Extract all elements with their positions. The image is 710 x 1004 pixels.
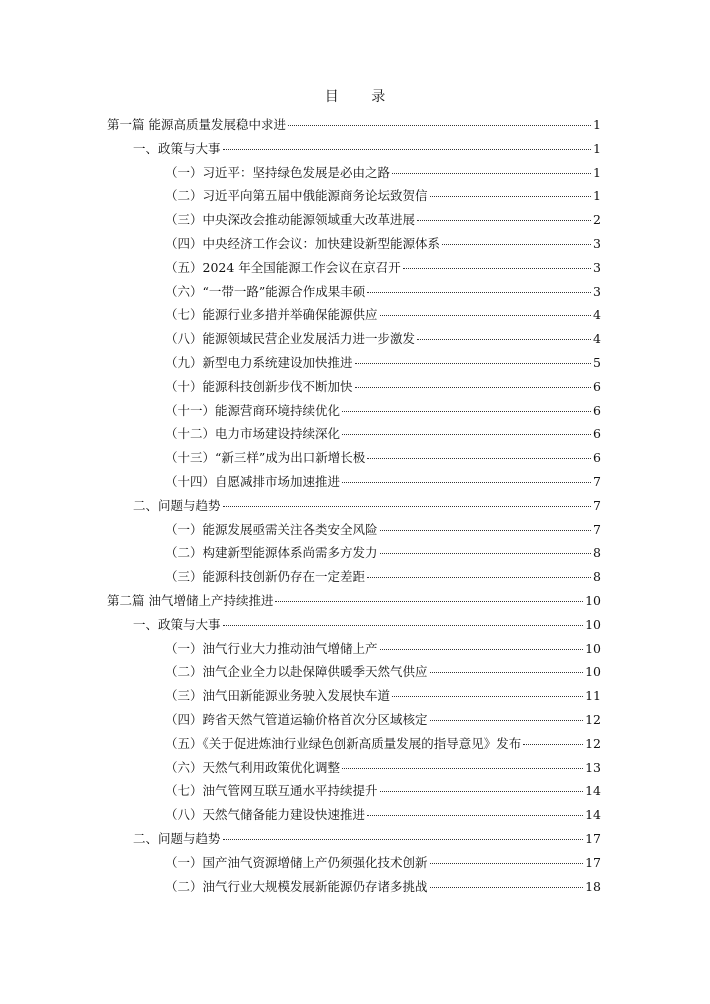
toc-entry[interactable] — [165, 569, 601, 585]
dot-leader — [430, 886, 584, 888]
dot-leader — [342, 767, 583, 769]
dot-leader — [430, 671, 584, 673]
dot-leader — [380, 552, 592, 554]
toc-entry-page-number: 3 — [593, 259, 601, 275]
toc-title: 目 录 — [324, 89, 400, 105]
toc-entry-label: （一）油气行业大力推动油气增储上产 — [165, 640, 378, 656]
dot-leader — [367, 291, 591, 293]
toc-entry-label: （二）习近平向第五届中俄能源商务论坛致贺信 — [165, 188, 428, 204]
toc-entry-page-number: 3 — [593, 236, 601, 251]
toc-entry-label: （二）油气企业全力以赴保障供暖季天然气供应 — [165, 664, 428, 680]
toc-entry-label: （五）2024 年全国能源工作会议在京召开 — [165, 259, 401, 275]
toc-entry[interactable] — [165, 855, 601, 871]
toc-entry[interactable] — [165, 545, 601, 561]
toc-entry-page-number: 11 — [585, 688, 601, 704]
toc-entry[interactable] — [165, 355, 601, 371]
dot-leader — [275, 600, 583, 602]
toc-entry[interactable] — [165, 688, 601, 704]
toc-entry[interactable] — [165, 760, 601, 776]
dot-leader — [223, 505, 592, 507]
toc-entry-page-number: 10 — [585, 616, 601, 632]
toc-entry-label: （三）能源科技创新仍存在一定差距 — [165, 569, 366, 585]
toc-entry-page-number: 14 — [585, 783, 601, 799]
toc-entry-label: （二）油气行业大规模发展新能源仍存诸多挑战 — [165, 878, 428, 894]
toc-entry[interactable] — [165, 664, 601, 680]
dot-leader — [392, 695, 583, 697]
toc-entry[interactable] — [165, 783, 601, 799]
toc-entry[interactable] — [165, 379, 601, 395]
toc-entry[interactable] — [165, 236, 601, 252]
toc-entry-label: （二）构建新型能源体系尚需多方发力 — [165, 545, 378, 561]
dot-leader — [380, 529, 592, 531]
toc-entry-label: （十一）能源营商环境持续优化 — [165, 402, 341, 418]
toc-entry[interactable] — [165, 879, 601, 895]
toc-entry-label: （八）天然气储备能力建设快速推进 — [165, 807, 366, 823]
toc-entry[interactable] — [165, 641, 601, 657]
toc-entry-label: （一）能源发展亟需关注各类安全风险 — [165, 521, 378, 537]
toc-entry-page-number: 17 — [585, 854, 601, 870]
toc-entry-page-number: 1 — [593, 164, 601, 180]
toc-entry-label: （八）能源领域民营企业发展活力进一步激发 — [165, 331, 416, 347]
toc-entry-label: （九）新型电力系统建设加快推进 — [165, 355, 353, 370]
toc-entry-label: （六）“一带一路”能源合作成果丰硕 — [165, 283, 366, 299]
toc-entry-page-number: 1 — [593, 140, 601, 156]
toc-entry-page-number: 2 — [593, 212, 601, 228]
toc-entry-label: （十四）自愿减排市场加速推进 — [165, 474, 341, 489]
toc-entry[interactable] — [133, 617, 601, 633]
dot-leader — [380, 790, 584, 792]
dot-leader — [367, 814, 583, 816]
dot-leader — [380, 648, 584, 650]
toc-entry-page-number: 5 — [593, 355, 601, 370]
dot-leader — [355, 362, 592, 364]
dot-leader — [403, 267, 591, 269]
toc-entry-page-number: 6 — [593, 378, 601, 394]
toc-entry-label: （四）中央经济工作会议：加快建设新型能源体系 — [165, 236, 441, 251]
toc-entry-label: 一、政策与大事 — [133, 140, 221, 156]
dot-leader — [342, 433, 591, 435]
toc-entry-page-number: 1 — [593, 117, 601, 132]
toc-entry-page-number: 10 — [585, 640, 601, 656]
dot-leader — [392, 172, 591, 174]
toc-entry-page-number: 12 — [585, 735, 601, 751]
toc-entry-label: 二、问题与趋势 — [133, 831, 221, 846]
dot-leader — [417, 338, 591, 340]
toc-entry[interactable] — [165, 331, 601, 347]
toc-entry-page-number: 10 — [585, 593, 601, 608]
toc-entry[interactable] — [165, 426, 601, 442]
toc-entry-page-number: 1 — [593, 188, 601, 204]
toc-entry-page-number: 7 — [593, 474, 601, 489]
toc-entry[interactable] — [165, 807, 601, 823]
toc-entry-page-number: 14 — [585, 807, 601, 823]
toc-entry[interactable] — [165, 307, 601, 323]
toc-entry-label: （七）油气管网互联互通水平持续提升 — [165, 783, 378, 799]
toc-entry-label: （十二）电力市场建设持续深化 — [165, 426, 341, 442]
dot-leader — [223, 838, 584, 840]
toc-entry-label: 第二篇 油气增储上产持续推进 — [107, 593, 274, 608]
toc-entry-page-number: 13 — [585, 759, 601, 775]
toc-entry-label: （六）天然气利用政策优化调整 — [165, 759, 341, 775]
toc-entry[interactable] — [165, 522, 601, 538]
toc-entry-label: （四）跨省天然气管道运输价格首次分区域核定 — [165, 712, 428, 727]
toc-entry-page-number: 6 — [593, 450, 601, 466]
toc-entry[interactable] — [165, 188, 601, 204]
toc-entry-label: （三）中央深改会推动能源领域重大改革进展 — [165, 212, 416, 228]
toc-entry[interactable] — [165, 260, 601, 276]
toc-entry-page-number: 3 — [593, 283, 601, 299]
dot-leader — [430, 719, 584, 721]
dot-leader — [380, 314, 592, 316]
toc-entry[interactable] — [107, 117, 601, 133]
toc-entry[interactable] — [107, 593, 601, 609]
dot-leader — [355, 386, 592, 388]
toc-entry-page-number: 6 — [593, 426, 601, 442]
toc-entry[interactable] — [165, 712, 601, 728]
toc-entry[interactable] — [165, 212, 601, 228]
dot-leader — [223, 148, 592, 150]
toc-entry[interactable] — [165, 474, 601, 490]
toc-entry-page-number: 18 — [585, 878, 601, 894]
toc-entry-label: 第一篇 能源高质量发展稳中求进 — [107, 117, 286, 132]
toc-entry-label: （十）能源科技创新步伐不断加快 — [165, 378, 353, 394]
dot-leader — [367, 576, 591, 578]
toc-entry-page-number: 6 — [593, 402, 601, 418]
toc-entry[interactable] — [133, 141, 601, 157]
dot-leader — [342, 481, 591, 483]
toc-entry-label: （一）习近平：坚持绿色发展是必由之路 — [165, 164, 391, 180]
toc-entry[interactable] — [165, 450, 601, 466]
toc-entry-page-number: 8 — [593, 545, 601, 561]
dot-leader — [288, 124, 591, 126]
toc-entry[interactable] — [165, 165, 601, 181]
toc-entry-page-number: 4 — [593, 307, 601, 323]
dot-leader — [342, 410, 591, 412]
toc-entry-page-number: 12 — [585, 712, 601, 727]
toc-entry-label: （三）油气田新能源业务驶入发展快车道 — [165, 688, 391, 704]
toc-entry[interactable] — [133, 831, 601, 847]
dot-leader — [523, 743, 583, 745]
dot-leader — [223, 624, 584, 626]
toc-entry-label: 二、问题与趋势 — [133, 497, 221, 513]
toc-entry-label: （一）国产油气资源增储上产仍须强化技术创新 — [165, 854, 428, 870]
dot-leader — [442, 243, 591, 245]
toc-entry-page-number: 4 — [593, 331, 601, 347]
toc-entry-page-number: 17 — [585, 831, 601, 846]
toc-entry-label: （十三）“新三样”成为出口新增长极 — [165, 450, 366, 466]
toc-entry[interactable] — [133, 498, 601, 514]
toc-entry-page-number: 7 — [593, 521, 601, 537]
toc-entry-page-number: 7 — [593, 497, 601, 513]
toc-entry-page-number: 8 — [593, 569, 601, 585]
dot-leader — [430, 195, 592, 197]
toc-entry[interactable] — [165, 403, 601, 419]
toc-entry-page-number: 10 — [585, 664, 601, 680]
dot-leader — [417, 219, 591, 221]
toc-entry-label: （五）《关于促进炼油行业绿色创新高质量发展的指导意见》发布 — [165, 735, 522, 751]
toc-entry[interactable] — [165, 736, 601, 752]
toc-entry-label: （七）能源行业多措并举确保能源供应 — [165, 307, 378, 323]
toc-entry-label: 一、政策与大事 — [133, 616, 221, 632]
dot-leader — [430, 862, 584, 864]
toc-entry[interactable] — [165, 284, 601, 300]
dot-leader — [367, 457, 591, 459]
